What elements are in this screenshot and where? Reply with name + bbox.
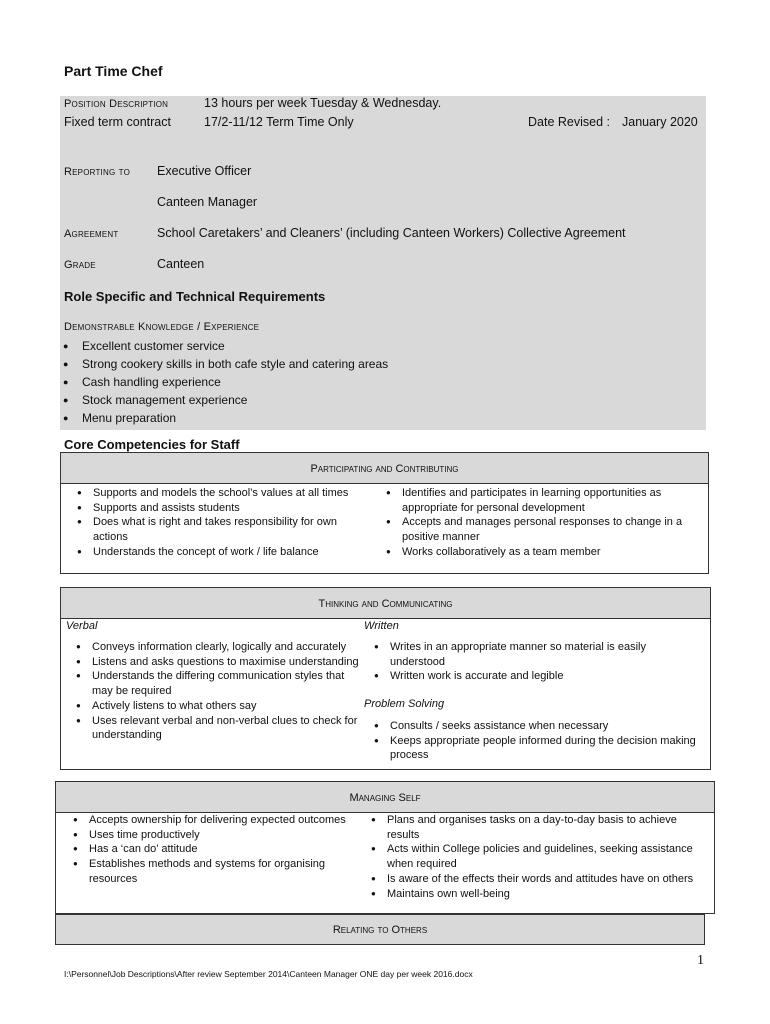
date-revised-value: January 2020 <box>622 115 698 129</box>
thinking-header <box>60 587 711 619</box>
reporting-2: Canteen Manager <box>157 195 258 209</box>
reporting-label: Reporting to <box>64 166 131 178</box>
list-item: ● Plans and organises tasks on a day-to-day basis to achieve results <box>355 813 705 842</box>
list-item: ● Accepts ownership for delivering expected outcomes <box>57 813 357 828</box>
list-item: ● Supports and assists students <box>61 501 371 516</box>
list-item: ● Uses relevant verbal and non-verbal clues to check for understanding <box>60 714 360 743</box>
managing-title: Managing Self <box>349 792 421 804</box>
list-item: ● Is aware of the effects their words and attitudes have on others <box>355 872 705 887</box>
list-item: ● Understands the differing communication styles that may be required <box>60 669 360 698</box>
list-item: ● Acts within College policies and guidelines, seeking assistance when required <box>355 842 705 871</box>
list-item: ● Understands the concept of work / life balance <box>61 545 371 560</box>
verbal-label: Verbal <box>66 620 98 632</box>
list-item: ● Actively listens to what others say <box>60 699 360 714</box>
list-item: ● Accepts and manages personal responses to change in a positive manner <box>370 515 706 544</box>
list-item: ● Has a ‘can do’ attitude <box>57 842 357 857</box>
problem-solving-label: Problem Solving <box>364 698 445 710</box>
list-item: ● Stock management experience <box>62 391 662 409</box>
managing-header <box>55 781 715 813</box>
grade-value: Canteen <box>157 257 205 271</box>
list-item: ● Listens and asks questions to maximise understanding <box>60 655 360 670</box>
core-heading: Core Competencies for Staff <box>64 437 240 452</box>
list-item: ● Does what is right and takes responsibility for own actions <box>61 515 371 544</box>
managing-right-list <box>355 813 705 901</box>
list-item: ● Supports and models the school’s values at all times <box>61 486 371 501</box>
role-list <box>62 337 662 427</box>
agreement-label: Agreement <box>64 228 119 240</box>
list-item: ● Identifies and participates in learning opportunities as appropriate for personal development <box>370 486 706 515</box>
knowledge-subheading: Demonstrable Knowledge / Experience <box>64 321 260 333</box>
participating-right-list <box>370 486 706 560</box>
agreement-value: School Caretakers’ and Cleaners’ (including Canteen Workers) Collective Agreement <box>157 226 626 240</box>
list-item: ● Keeps appropriate people informed during the decision making process <box>358 734 703 763</box>
relating-title: Relating to Others <box>332 924 428 936</box>
list-item: ● Writes in an appropriate manner so material is easily understood <box>358 640 703 669</box>
written-list <box>358 640 703 684</box>
problem-solving-list <box>358 719 703 763</box>
term-text: 17/2-11/12 Term Time Only <box>204 115 354 129</box>
page-title: Part Time Chef <box>64 63 163 79</box>
verbal-list <box>60 640 360 743</box>
relating-header <box>55 914 705 945</box>
page-number: 1 <box>697 953 704 968</box>
list-item: ● Maintains own well-being <box>355 887 705 902</box>
list-item: ● Consults / seeks assistance when necessary <box>358 719 703 734</box>
list-item: ● Works collaboratively as a team member <box>370 545 706 560</box>
managing-left-list <box>57 813 357 887</box>
participating-left-list <box>61 486 371 560</box>
list-item: ● Conveys information clearly, logically and accurately <box>60 640 360 655</box>
participating-title: Participating and Contributing <box>310 463 459 475</box>
list-item: ● Cash handling experience <box>62 373 662 391</box>
grade-label: Grade <box>64 259 96 271</box>
list-item: ● Strong cookery skills in both cafe style and catering areas <box>62 355 662 373</box>
list-item: ● Excellent customer service <box>62 337 662 355</box>
list-item: ● Menu preparation <box>62 409 662 427</box>
contract-label: Fixed term contract <box>64 115 171 129</box>
list-item: ● Establishes methods and systems for organising resources <box>57 857 357 886</box>
footer-path: I:\Personnel\Job Descriptions\After review September 2014\Canteen Manager ONE day per week 2016.docx <box>64 969 473 979</box>
written-label: Written <box>364 620 399 632</box>
list-item: ● Uses time productively <box>57 828 357 843</box>
thinking-title: Thinking and Communicating <box>318 598 453 610</box>
hours-text: 13 hours per week Tuesday & Wednesday. <box>204 96 442 110</box>
reporting-1: Executive Officer <box>157 164 252 178</box>
role-heading: Role Specific and Technical Requirements <box>64 289 326 304</box>
participating-header <box>60 452 709 484</box>
date-revised-label: Date Revised : <box>528 115 610 129</box>
position-description-label: Position Description <box>64 98 169 110</box>
list-item: ● Written work is accurate and legible <box>358 669 703 684</box>
